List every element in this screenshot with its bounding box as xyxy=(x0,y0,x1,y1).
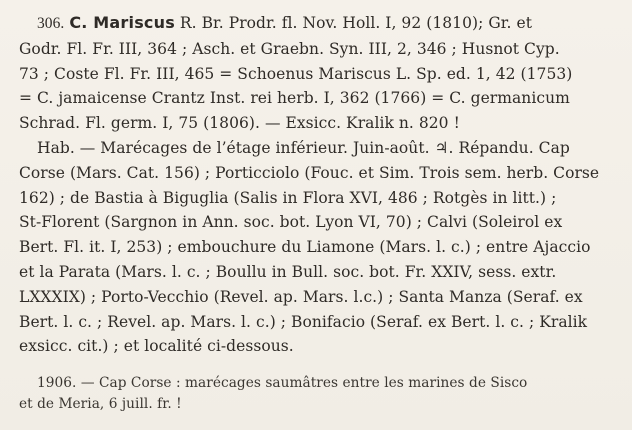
habitat-line-2: Corse (Mars. Cat. 156) ; Porticciolo (Fouc. et Sim. Trois sem. herb. Corse xyxy=(19,163,600,182)
habitat-line-3: 162) ; de Bastia à Biguglia (Salis in Flora XVI, 486 ; Rotgès in litt.) ; xyxy=(19,188,557,207)
species-name: C. Mariscus xyxy=(69,13,175,32)
record-line-2: et de Meria, 6 juill. fr. ! xyxy=(19,396,182,413)
entry-number: 306. xyxy=(37,15,65,32)
habitat-line-7: LXXXIX) ; Porto-Vecchio (Revel. ap. Mars. l.c.) ; Santa Manza (Seraf. ex xyxy=(19,287,583,306)
collection-record xyxy=(19,373,618,415)
habitat-paragraph xyxy=(19,136,618,359)
entry-line-1-rest: R. Br. Prodr. fl. Nov. Holl. I, 92 (1810); Gr. et xyxy=(174,14,532,32)
habitat-line-5: Bert. Fl. it. I, 253) ; embouchure du Liamone (Mars. l. c.) ; entre Ajaccio xyxy=(19,238,591,257)
entry-line-5: Schrad. Fl. germ. I, 75 (1806). — Exsicc. Kralik n. 820 ! xyxy=(19,114,460,133)
record-line-1: 1906. — Cap Corse : marécages saumâtres entre les marines de Sisco xyxy=(37,375,528,392)
entry-line-2: Godr. Fl. Fr. III, 364 ; Asch. et Graebn. Syn. III, 2, 346 ; Husnot Cyp. xyxy=(19,39,560,58)
species-entry xyxy=(19,11,618,136)
entry-line-3: 73 ; Coste Fl. Fr. III, 465 = Schoenus Mariscus L. Sp. ed. 1, 42 (1753) xyxy=(19,64,573,83)
habitat-line-6: et la Parata (Mars. l. c. ; Boullu in Bull. soc. bot. Fr. XXIV, sess. extr. xyxy=(19,262,557,281)
habitat-line-9: exsicc. cit.) ; et localité ci-dessous. xyxy=(19,337,294,356)
entry-line-4: = C. jamaicense Crantz Inst. rei herb. I, 362 (1766) = C. germanicum xyxy=(19,89,570,108)
entry-line-1 xyxy=(19,11,618,37)
habitat-line-8: Bert. l. c. ; Revel. ap. Mars. l. c.) ; Bonifacio (Seraf. ex Bert. l. c. ; Kralik xyxy=(19,312,588,331)
habitat-line-4: St-Florent (Sargnon in Ann. soc. bot. Lyon VI, 70) ; Calvi (Soleirol ex xyxy=(19,213,563,232)
habitat-line-1: Hab. — Marécages de l’étage inférieur. Juin-août. ♃. Répandu. Cap xyxy=(37,138,570,157)
